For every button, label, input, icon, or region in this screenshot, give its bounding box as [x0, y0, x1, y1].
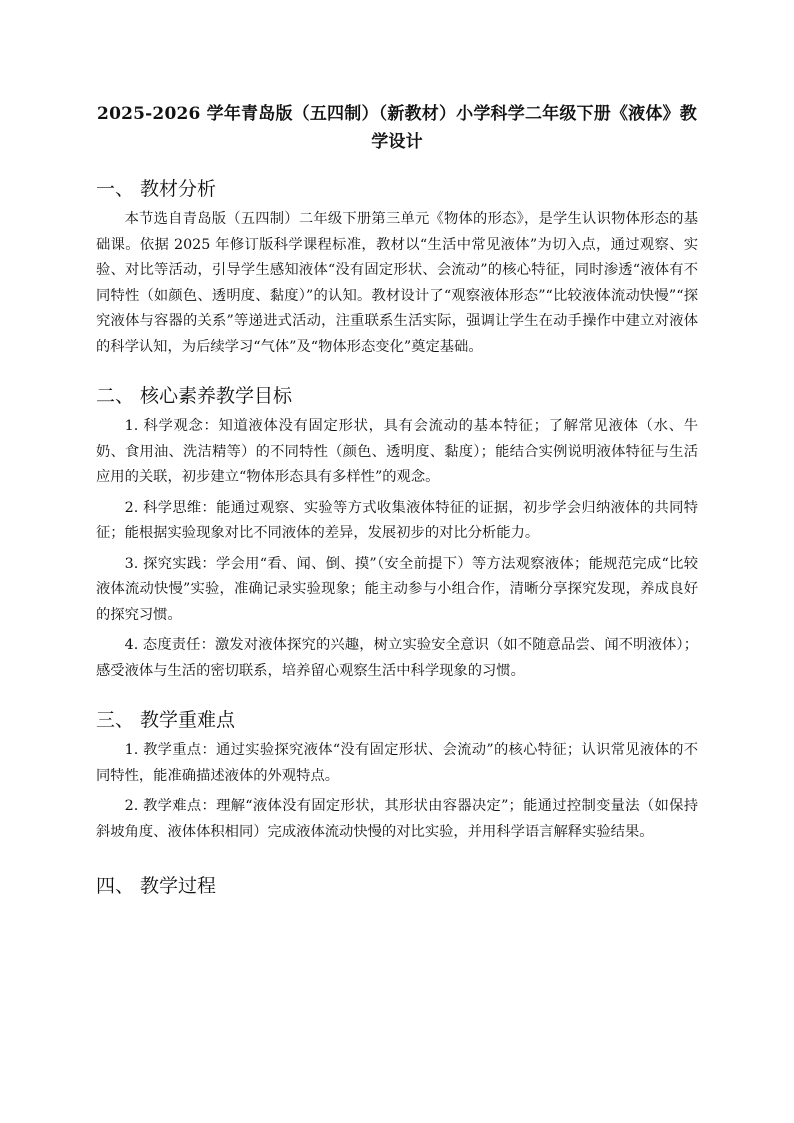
section-heading-key-points: 三、 教学重难点: [96, 709, 236, 731]
section-heading-textbook-analysis: 一、 教材分析: [96, 178, 217, 200]
document-title: 2025-2026 学年青岛版（五四制）（新教材）小学科学二年级下册《液体》教学设计: [97, 104, 697, 152]
document-page: [96, 100, 698, 900]
section-heading-core-objectives: 二、 核心素养教学目标: [96, 385, 293, 407]
paragraph-objective-scientific-concept: 1. 科学观念：知道液体没有固定形状，具有会流动的基本特征；了解常见液体（水、牛奶、食用油、洗洁精等）的不同特性（颜色、透明度、黏度）；能结合实例说明液体特征与生活应用的关联，初步建立“物体形态具有多样性”的观念。: [96, 418, 698, 485]
section-heading-teaching-process: 四、 教学过程: [96, 875, 217, 897]
paragraph-objective-attitude: 4. 态度责任：激发对液体探究的兴趣，树立实验安全意识（如不随意品尝、闻不明液体）；感受液体与生活的密切联系，培养留心观察生活中科学现象的习惯。: [96, 637, 698, 679]
paragraph-objective-inquiry-practice: 3. 探究实践：学会用“看、闻、倒、摸”（安全前提下）等方法观察液体；能规范完成“比较液体流动快慢”实验，准确记录实验现象；能主动参与小组合作，清晰分享探究发现，养成良好的探究习惯。: [96, 555, 698, 623]
paragraph-difficult-point: 2. 教学难点：理解“液体没有固定形状，其形状由容器决定”；能通过控制变量法（如保持斜坡角度、液体体积相同）完成液体流动快慢的对比实验，并用科学语言解释实验结果。: [96, 798, 698, 840]
paragraph-key-point: 1. 教学重点：通过实验探究液体“没有固定形状、会流动”的核心特征；认识常见液体的不同特性，能准确描述液体的外观特点。: [96, 742, 698, 784]
paragraph-textbook-analysis: 本节选自青岛版（五四制）二年级下册第三单元《物体的形态》，是学生认识物体形态的基础课。依据 2025 年修订版科学课程标准，教材以“生活中常见液体”为切入点，通过观察、实验、对比等活动，引导学生感知液体“没有固定形状、会流动”的核心特征，同时渗透“液体有不同特性（如颜色、透明度、黏度）”的认知。教材设计了“观察液体形态”“比较液体流动快慢”“探究液体与容器的关系”等递进式活动，注重联系生活实际，强调让学生在动手操作中建立对液体的科学认知，为后续学习“气体”及“物体形态变化”奠定基础。: [96, 211, 698, 355]
paragraph-objective-scientific-thinking: 2. 科学思维：能通过观察、实验等方式收集液体特征的证据，初步学会归纳液体的共同特征；能根据实验现象对比不同液体的差异，发展初步的对比分析能力。: [96, 499, 698, 541]
